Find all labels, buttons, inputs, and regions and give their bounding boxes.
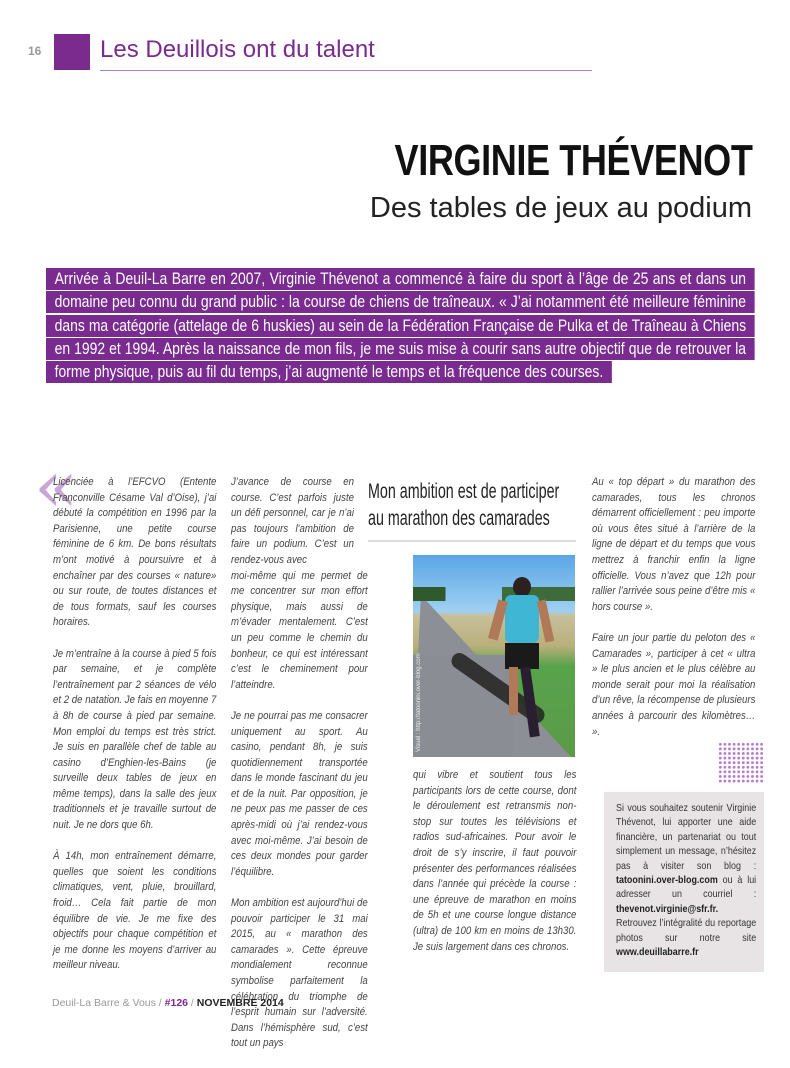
paragraph: Faire un jour partie du peloton des « Camarades », participer à cet « ultra » le plus ancien et le plus célèbre au monde serait pour moi la réalisation d’un rêve, la récompense de plusieurs années à parcourir des kilomètres… ». bbox=[592, 631, 756, 738]
photo-credit: Visuel : http://tatoonini.over-blog.com bbox=[416, 653, 422, 752]
paragraph: À 14h, mon entraînement démarre, quelles que soient les conditions climatiques, vent, pluie, brouillard, froid… Cela fait partie de mon équilibre de vie. Je me fixe des objectifs pour chaque compétition et je me donne les moyens d’arriver au meilleur niveau. bbox=[53, 850, 217, 972]
runner-shorts bbox=[505, 643, 539, 669]
trees bbox=[413, 587, 575, 601]
magazine-name: Deuil-La Barre & Vous bbox=[52, 997, 156, 1009]
paragraph: J’avance de course en course. C’est parfois juste un défi personnel, car je n’ai pas toujours l'ambition de faire un podium. C’est un rendez-vous avec bbox=[231, 476, 354, 566]
paragraph: Je m’entraîne à la course à pied 5 fois par semaine, et je complète l’entraînement par 2 séances de vélo et 2 de natation. Je fais en moyenne 7 à 8h de course à pied par semaine. Mon emploi du temps est très strict. Je suis en parallèle chef de table au casino d’Enghien-les-Bains (je surveille deux tables de jeux en même temps), dans la salle des jeux traditionnels et je travaille surtout de nuit. Je ne dors que 6h. bbox=[53, 647, 217, 832]
paragraph: Au « top départ » du marathon des camarades, tous les chronos démarrent officiellement : peu importe où vous êtes situé à l’arrière de la ligne de départ et du temps que vous mettrez à franchir enfin la ligne officielle. Vous n’avez que 12h pour rallier l’arrivée sous peine d’être mis « hors course ». bbox=[592, 476, 756, 613]
column-1 bbox=[53, 475, 216, 990]
paragraph: qui vibre et soutient tous les participants lors de cette course, dont le déroulement est retransmis non-stop sur toutes les télévisions et radios sud-africaines. Pour avoir le droit de s’y inscrire, il faut pouvoir présenter des performances réalisées dans l’année qui précède la course : une épreuve de marathon en moins de 5h et une course longue distance (ultra) de 100 km en moins de 13h30. Je suis largement dans ces chronos. bbox=[413, 769, 577, 953]
section-title: Les Deuillois ont du talent bbox=[100, 36, 375, 63]
runner-leg bbox=[509, 667, 518, 715]
email-link[interactable]: thevenot.virginie@sfr.fr. bbox=[616, 903, 719, 915]
support-sidebar bbox=[604, 792, 764, 972]
pull-quote-rule bbox=[368, 540, 576, 542]
section-square bbox=[54, 34, 90, 70]
pull-quote: Mon ambition est de participer au marathon des camarades bbox=[368, 480, 560, 530]
runner-head bbox=[513, 577, 531, 597]
sidebar-text: Si vous souhaitez soutenir Virginie Thévenot, lui apporter une aide financière, un partenariat ou tout simplement un message, n’hésitez pas à visiter son blog : bbox=[616, 803, 757, 872]
issue-number: #126 bbox=[164, 997, 189, 1009]
sidebar-body bbox=[616, 802, 756, 960]
header-rule bbox=[100, 70, 592, 71]
paragraph: Mon ambition est aujourd’hui de pouvoir participer le 31 mai 2015, au « marathon des camarades ». Cette épreuve mondialement reconnue symbolise parfaitement la célébration du triomphe de l’esprit humain sur l’adversité. Dans l’hémisphère sud, c’est tout un pays bbox=[231, 897, 368, 1050]
dot-pattern-decoration bbox=[718, 742, 764, 784]
runner-shirt bbox=[505, 595, 539, 643]
column-4 bbox=[592, 475, 755, 740]
sidebar-text: Retrouvez l’intégralité du reportage photos sur notre site bbox=[616, 918, 757, 944]
intro-box bbox=[46, 268, 755, 384]
column-2 bbox=[231, 475, 368, 1068]
page-number: 16 bbox=[28, 44, 42, 58]
article-title: VIRGINIE THÉVENOT bbox=[394, 136, 752, 185]
website-link[interactable]: www.deuillabarre.fr bbox=[616, 947, 699, 959]
blog-link[interactable]: tatoonini.over-blog.com bbox=[616, 875, 718, 887]
column-3 bbox=[413, 768, 576, 971]
paragraph: Licenciée à l’EFCVO (Entente Franconville Césame Val d’Oise), j’ai débuté la compétition en 1996 par la Parisienne, une petite course féminine de 6 km. De bons résultats m’ont motivé à poursuivre et à enchaîner par des courses « nature» ou sur route, de toutes distances et de tous formats, sauf les courses horaires. bbox=[53, 476, 217, 629]
sidebar-text: ou à lui adresser un courriel : bbox=[616, 875, 757, 901]
quote-mark: « bbox=[34, 444, 79, 528]
article-subtitle: Des tables de jeux au podium bbox=[369, 192, 752, 224]
intro-paragraph: Arrivée à Deuil-La Barre en 2007, Virginie Thévenot a commencé à faire du sport à l’âge de 25 ans et dans un domaine peu connu du grand public : la course de chiens de traîneaux. « J’ai notamment été meilleure féminine dans ma catégorie (attelage de 6 huskies) au sein de la Fédération Française de Pulka et de Traîneau à Chiens en 1992 et 1994. Après la naissance de mon fils, je me suis mise à courir sans autre objectif que de retrouver la forme physique, puis au fil du temps, j’ai augmenté le temps et la fréquence des courses. bbox=[46, 268, 755, 383]
issue-month: NOVEMBRE 2014 bbox=[196, 997, 284, 1009]
paragraph: Je ne pourrai pas me consacrer uniquement au sport. Au casino, pendant 8h, je suis quotidiennement transportée dans le monde fascinant du jeu et de la nuit. Par opposition, je ne peux pas me passer de ces après-midi où j’ai rendez-vous avec moi-même. J’ai besoin de ces deux mondes pour garder l’équilibre. bbox=[231, 709, 368, 878]
separator: / bbox=[188, 997, 197, 1009]
paragraph: moi-même qui me permet de me concentrer sur mon effort physique, mais aussi de m’évader mentalement. C’est un peu comme le chemin du bonheur, ce qui est intéressant c’est le cheminement pour l’atteindre. bbox=[231, 569, 368, 691]
footer bbox=[52, 997, 284, 1009]
runner-photo bbox=[413, 555, 575, 757]
separator: / bbox=[155, 997, 165, 1009]
